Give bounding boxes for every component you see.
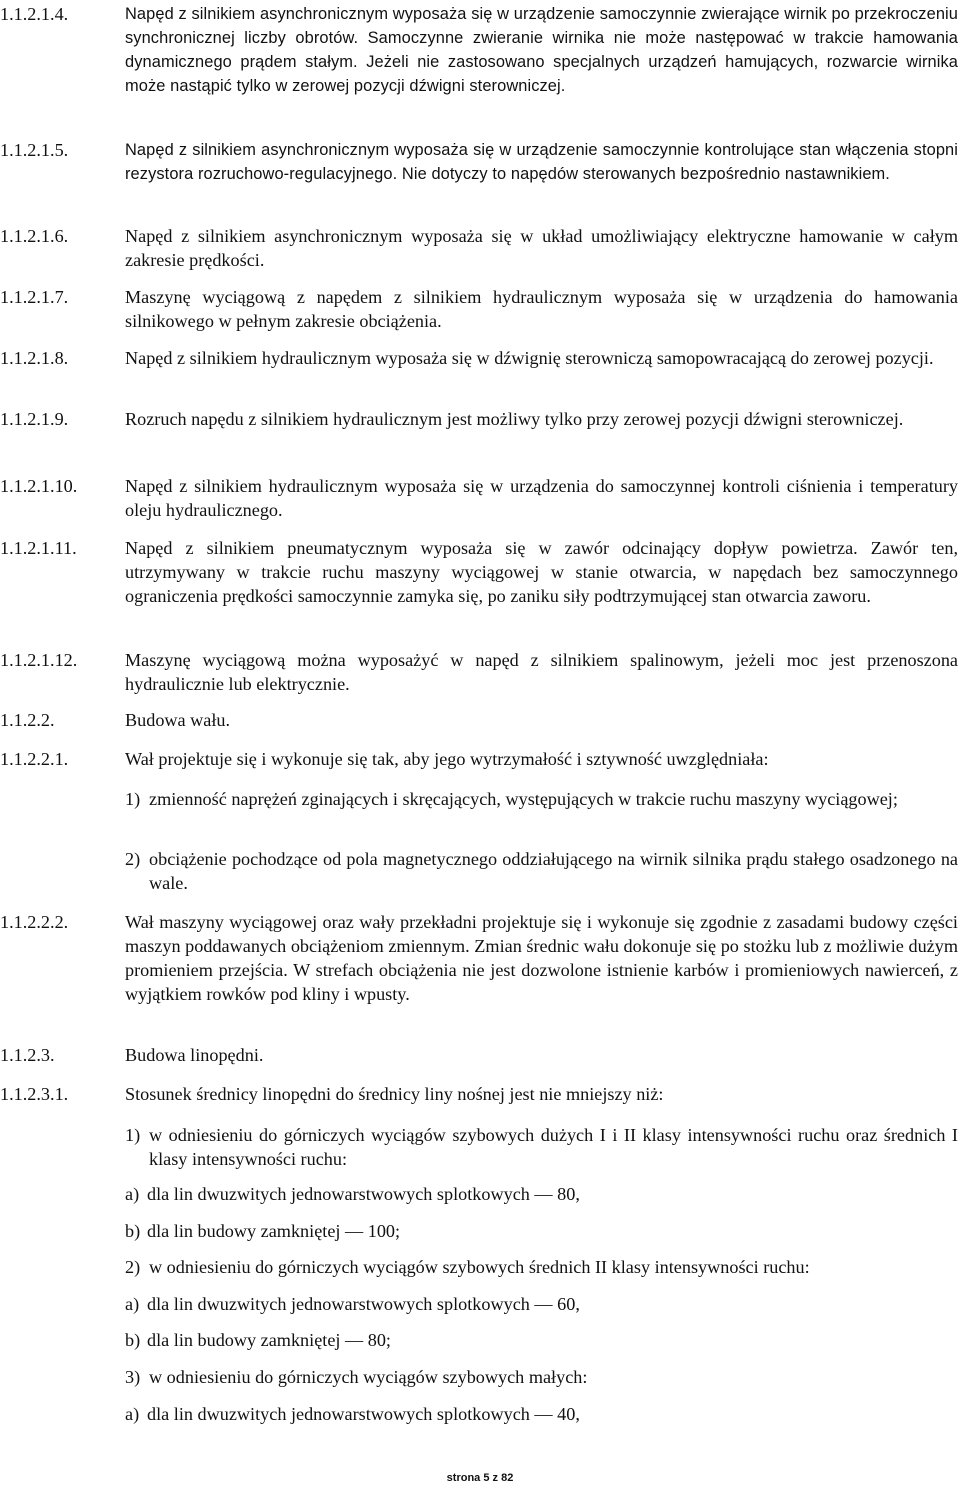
list-item-label: 1) — [125, 1125, 141, 1145]
section-text: Napęd z silnikiem hydraulicznym wyposaża się w dźwignię sterowniczą samopowracającą do zerowej pozycji. — [125, 348, 934, 368]
section-text: Stosunek średnicy linopędni do średnicy liny nośnej jest nie mniejszy niż: — [125, 1084, 664, 1104]
section-text: Rozruch napędu z silnikiem hydraulicznym jest możliwy tylko przy zerowej pozycji dźwigni sterowniczej. — [125, 409, 904, 429]
list-item-label: 2) — [125, 849, 141, 869]
section-number: 1.1.2.3. — [0, 1045, 55, 1065]
section-number: 1.1.2.2. — [0, 710, 55, 730]
list-item-text: zmienność naprężeń zginających i skręcających, występujących w trakcie ruchu maszyny wyciągowej; — [149, 789, 898, 809]
list-item-text: dla lin dwuzwitych jednowarstwowych splotkowych — 80, — [147, 1184, 580, 1204]
section-number: 1.1.2.2.1. — [0, 749, 69, 769]
section-number: 1.1.2.1.7. — [0, 287, 69, 307]
section-text: Maszynę wyciągową można wyposażyć w napęd z silnikiem spalinowym, jeżeli moc jest przenoszona hydraulicznie lub elektrycznie. — [125, 650, 958, 694]
list-item-label: 3) — [125, 1367, 141, 1387]
list-item-label: 2) — [125, 1257, 141, 1277]
list-item-label: a) — [125, 1294, 140, 1314]
section-number: 1.1.2.1.4. — [0, 4, 69, 24]
section-text: Wał projektuje się i wykonuje się tak, aby jego wytrzymałość i sztywność uwzględniała: — [125, 749, 769, 769]
section-text: Maszynę wyciągową z napędem z silnikiem hydraulicznym wyposaża się w urządzenia do hamowania silnikowego w pełnym zakresie obciążenia. — [125, 287, 958, 331]
list-item-text: w odniesieniu do górniczych wyciągów szybowych małych: — [149, 1367, 588, 1387]
section-number: 1.1.2.1.9. — [0, 409, 69, 429]
section-text: Napęd z silnikiem hydraulicznym wyposaża się w urządzenia do samoczynnej kontroli ciśnienia i temperatury oleju hydraulicznego. — [125, 476, 958, 520]
section-number: 1.1.2.1.11. — [0, 538, 77, 558]
list-item-label: b) — [125, 1330, 141, 1350]
section-text: Napęd z silnikiem asynchronicznym wyposaża się w układ umożliwiający elektryczne hamowanie w całym zakresie prędkości. — [125, 226, 958, 270]
section-number: 1.1.2.1.5. — [0, 140, 69, 160]
section-number: 1.1.2.1.8. — [0, 348, 69, 368]
section-heading: Budowa wału. — [125, 710, 231, 730]
section-text: Napęd z silnikiem asynchronicznym wyposaża się w urządzenie samoczynnie kontrolujące stan włączenia stopni rezystora rozruchowo-regulacyjnego. Nie dotyczy to napędów sterowanych bezpośrednio nastawnikiem. — [125, 141, 958, 183]
section-text: Wał maszyny wyciągowej oraz wały przekładni projektuje się i wykonuje się zgodnie z zasadami budowy części maszyn poddawanych obciążeniom zmiennym. Zmian średnic wału dokonuje się po stożku lub z możliwie dużym promieniem przejścia. W strefach obciążenia nie jest dozwolone istnienie karbów i promieniowych nawierceń, z wyjątkiem rowków pod kliny i wpusty. — [125, 912, 958, 1004]
list-item-text: dla lin dwuzwitych jednowarstwowych splotkowych — 40, — [147, 1404, 580, 1424]
section-number: 1.1.2.1.6. — [0, 226, 69, 246]
section-text: Napęd z silnikiem pneumatycznym wyposaża się w zawór odcinający dopływ powietrza. Zawór ten, utrzymywany w trakcie ruchu maszyny wyciągowej w stanie otwarcia, w napędach bez samoczynnego ograniczenia prędkości samoczynnie zamyka się, po zaniku siły podtrzymującej stan otwarcia zaworu. — [125, 538, 958, 606]
section-number: 1.1.2.1.10. — [0, 476, 78, 496]
list-item-label: a) — [125, 1404, 140, 1424]
list-item-label: b) — [125, 1221, 141, 1241]
list-item-label: a) — [125, 1184, 140, 1204]
list-item-text: w odniesieniu do górniczych wyciągów szybowych średnich II klasy intensywności ruchu: — [149, 1257, 810, 1277]
list-item-text: w odniesieniu do górniczych wyciągów szybowych dużych I i II klasy intensywności ruchu oraz średnich I klasy intensywności ruchu: — [149, 1125, 958, 1169]
section-number: 1.1.2.3.1. — [0, 1084, 69, 1104]
page-number-footer: strona 5 z 82 — [446, 1472, 514, 1484]
list-item-text: dla lin budowy zamkniętej — 100; — [147, 1221, 401, 1241]
section-number: 1.1.2.2.2. — [0, 912, 69, 932]
section-text: Napęd z silnikiem asynchronicznym wyposaża się w urządzenie samoczynnie zwierające wirnik po przekroczeniu synchronicznej liczby obrotów. Samoczynne zwieranie wirnika nie może następować w trakcie hamowania dynamicznego prądem stałym. Jeżeli nie zastosowano specjalnych urządzeń hamujących, rozwarcie wirnika może nastąpić tylko w zerowej pozycji dźwigni sterowniczej. — [125, 5, 958, 95]
section-heading: Budowa linopędni. — [125, 1045, 264, 1065]
list-item-label: 1) — [125, 789, 141, 809]
section-number: 1.1.2.1.12. — [0, 650, 78, 670]
list-item-text: obciążenie pochodzące od pola magnetycznego oddziałującego na wirnik silnika prądu stałego osadzonego na wale. — [149, 849, 958, 893]
list-item-text: dla lin budowy zamkniętej — 80; — [147, 1330, 391, 1350]
list-item-text: dla lin dwuzwitych jednowarstwowych splotkowych — 60, — [147, 1294, 580, 1314]
